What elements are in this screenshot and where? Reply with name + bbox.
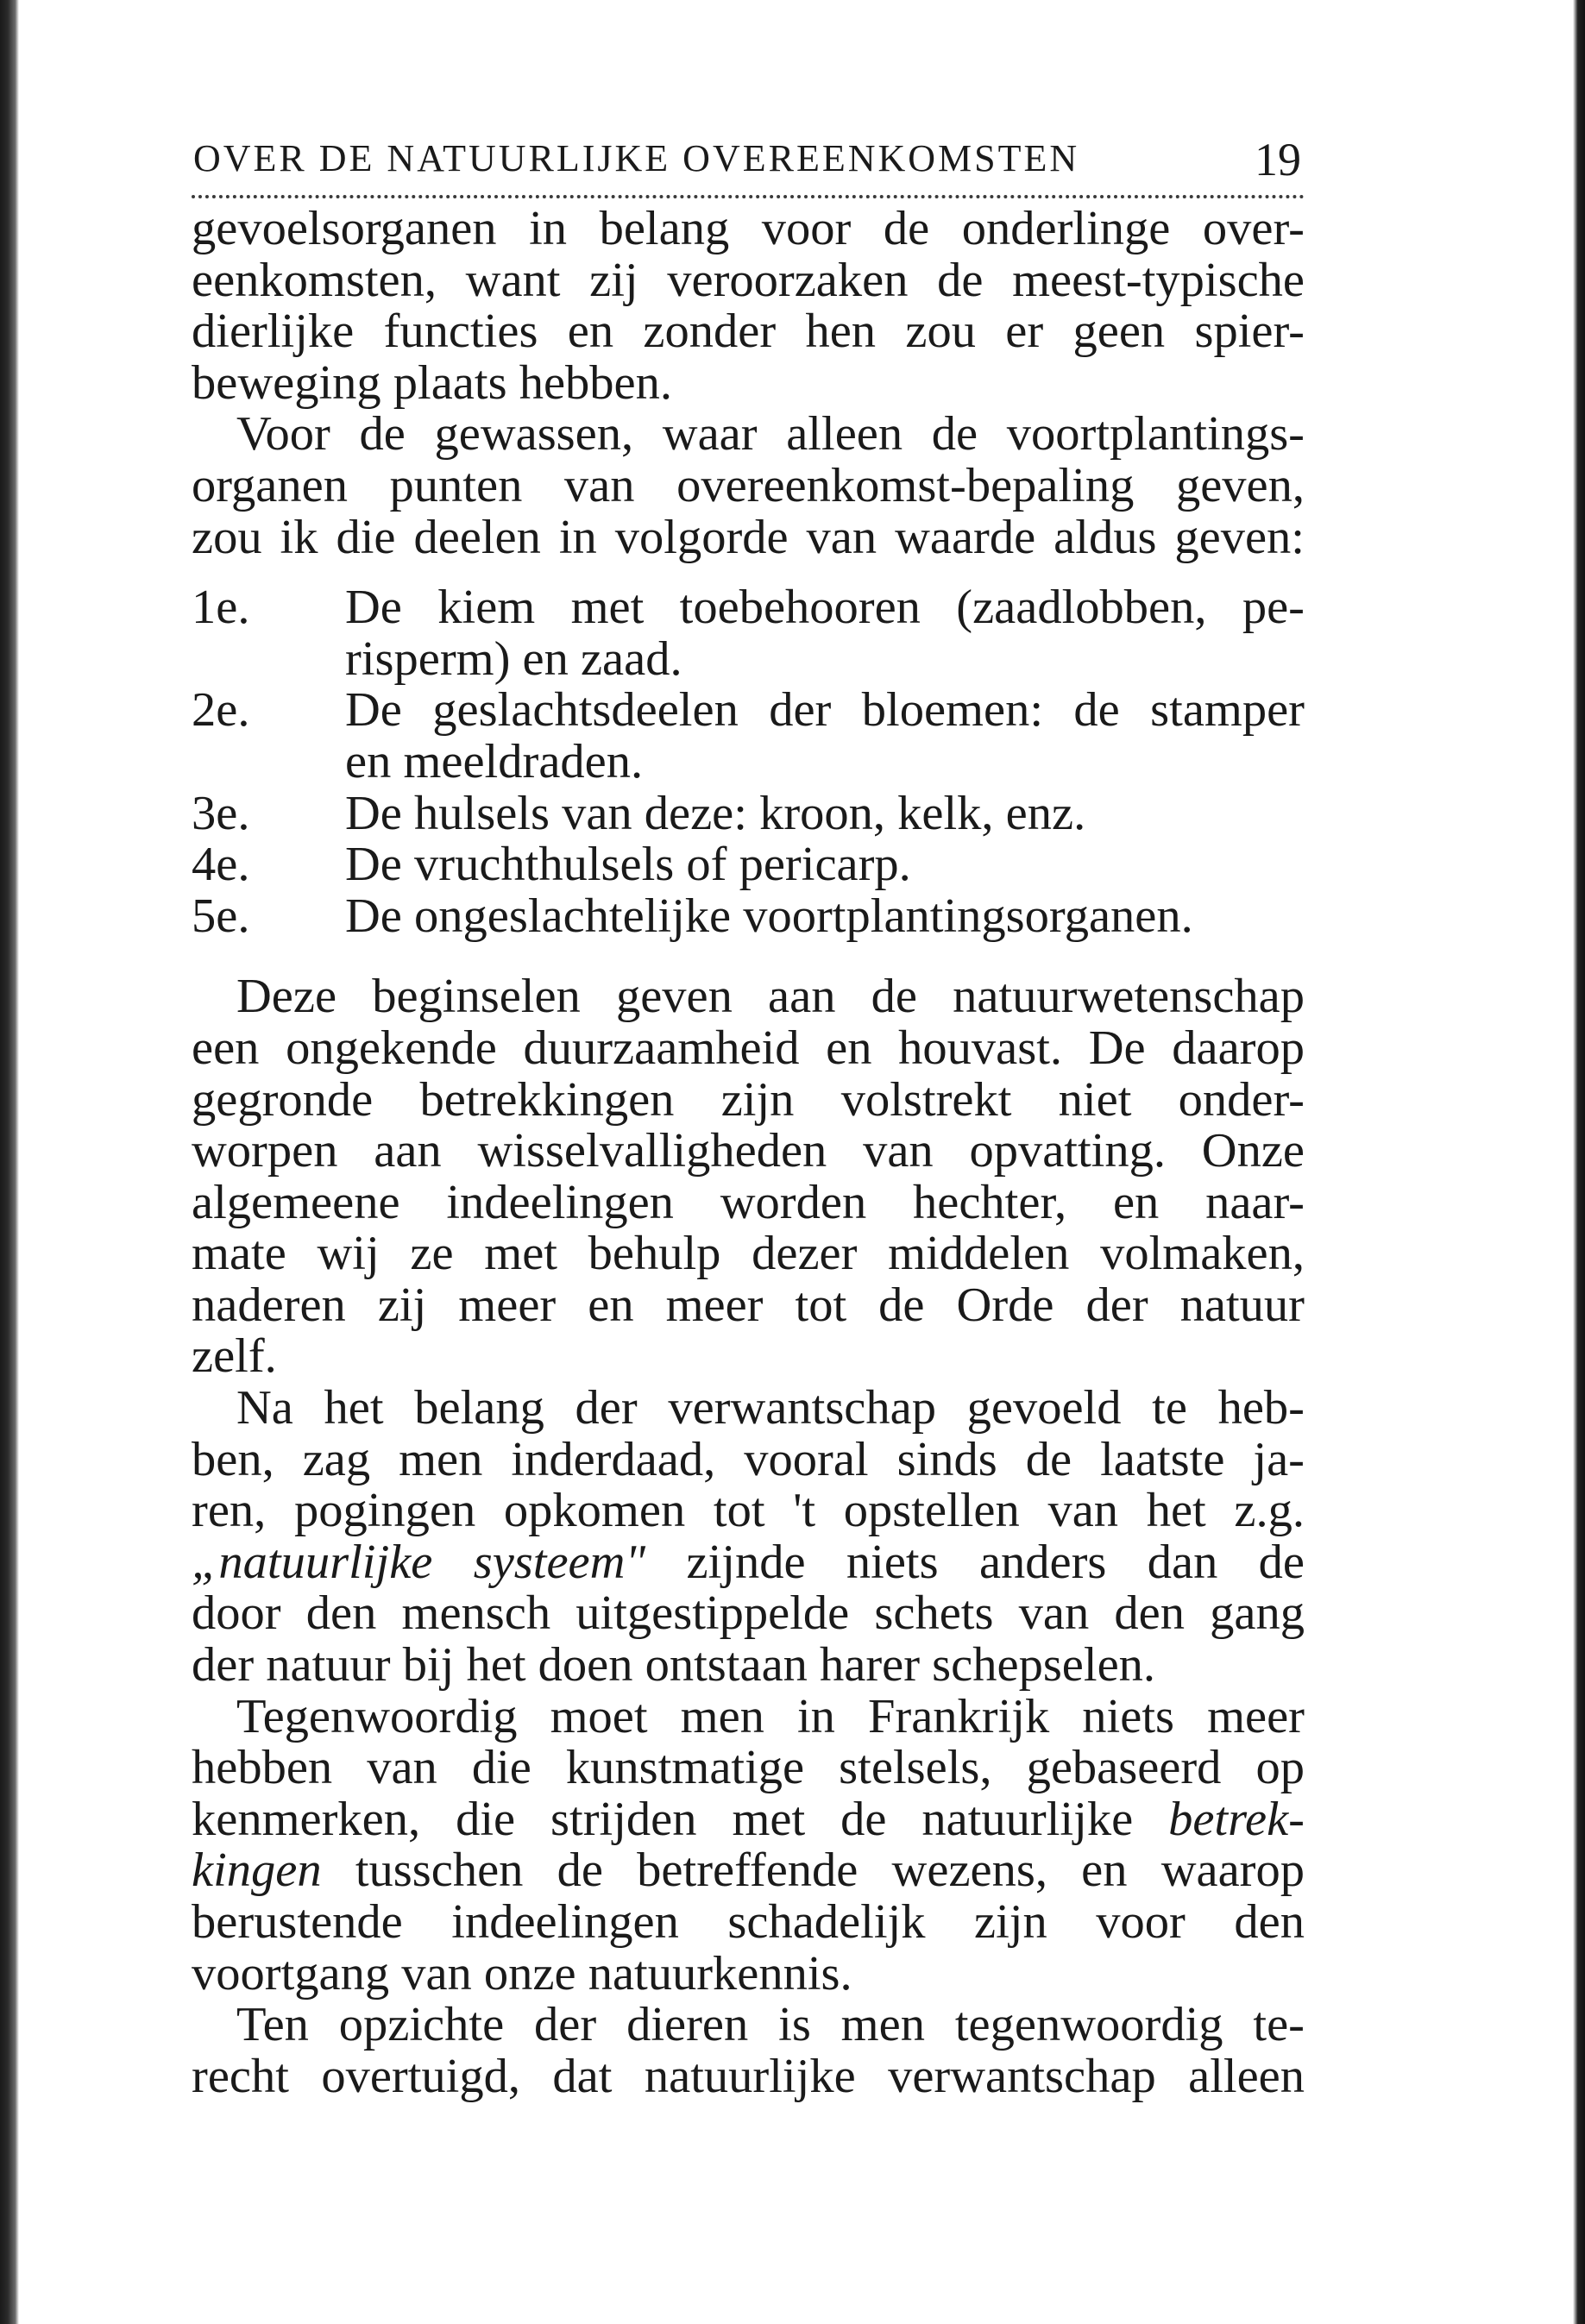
book-page <box>192 129 1305 2102</box>
text-line: Voor de gewassen, waar alleen de voortplantings- <box>236 407 1305 462</box>
text-line: ben, zag men inderdaad, vooral sinds de laatste ja- <box>192 1432 1305 1486</box>
paragraph-3 <box>192 971 1305 1383</box>
text-line: Na het belang der verwantschap gevoeld te heb- <box>236 1381 1305 1435</box>
text-line: zelf. <box>192 1329 277 1384</box>
text-line: De hulsels van deze: kroon, kelk, enz. <box>345 786 1086 840</box>
text-line <box>192 1537 1305 1589</box>
text-line: Tegenwoordig moet men in Frankrijk niets meer <box>236 1689 1305 1743</box>
text-line: recht overtuigd, dat natuurlijke verwantschap alleen <box>192 2049 1305 2103</box>
ranked-list <box>192 582 1305 942</box>
text-line: zou ik die deelen in volgorde van waarde aldus geven: <box>192 510 1305 564</box>
text-line: berustende indeelingen schadelijk zijn voor den <box>192 1895 1305 1949</box>
text-span: tusschen de betreffende wezens, en waarop <box>321 1843 1305 1898</box>
paragraph-4 <box>192 1383 1305 1692</box>
paragraph-1 <box>192 204 1305 409</box>
text-line: De ongeslachtelijke voortplantingsorganen. <box>345 889 1193 943</box>
paragraph-2 <box>192 409 1305 563</box>
list-number: 4e. <box>192 838 250 892</box>
list-number: 3e. <box>192 786 250 840</box>
text-line: De kiem met toebehooren (zaadlobben, pe- <box>345 581 1305 635</box>
scan-edge-right <box>1573 0 1585 2324</box>
text-line: der natuur bij het doen ontstaan harer schepselen. <box>192 1638 1156 1693</box>
italic-term: betrek- <box>1168 1792 1305 1846</box>
list-number: 5e. <box>192 889 250 943</box>
text-line: hebben van die kunstmatige stelsels, gebaseerd op <box>192 1741 1305 1795</box>
list-number: 2e. <box>192 683 250 738</box>
list-item <box>192 839 1305 891</box>
text-line: algemeene indeelingen worden hechter, en naar- <box>192 1175 1305 1229</box>
text-span: kenmerken, die strijden met de natuurlijke <box>192 1792 1169 1846</box>
running-title: OVER DE NATUURLIJKE OVEREENKOMSTEN <box>193 137 1080 179</box>
text-line: Deze beginselen geven aan de natuurwetenschap <box>236 970 1305 1024</box>
text-line: organen punten van overeenkomst-bepaling geven, <box>192 458 1305 512</box>
italic-term: „natuurlijke systeem" <box>192 1535 646 1589</box>
text-line: mate wij ze met behulp dezer middelen volmaken, <box>192 1227 1305 1281</box>
text-line: ren, pogingen opkomen tot 't opstellen van het z.g. <box>192 1484 1305 1538</box>
list-item <box>192 788 1305 840</box>
text-line: worpen aan wisselvalligheden van opvatting. Onze <box>192 1124 1305 1178</box>
text-line: gevoelsorganen in belang voor de onderlinge over- <box>192 202 1305 255</box>
scan-edge-left <box>0 0 19 2324</box>
text-span: zijnde niets anders dan de <box>645 1535 1305 1589</box>
text-line: naderen zij meer en meer tot de Orde der natuur <box>192 1278 1305 1332</box>
text-line: risperm) en zaad. <box>345 631 682 686</box>
text-line: eenkomsten, want zij veroorzaken de meest-typische <box>192 253 1305 307</box>
text-line: een ongekende duurzaamheid en houvast. De daarop <box>192 1021 1305 1075</box>
running-header <box>192 129 1305 198</box>
list-number: 1e. <box>192 581 250 635</box>
paragraph-6 <box>192 2000 1305 2102</box>
text-line: en meeldraden. <box>345 734 644 788</box>
text-line <box>192 1845 1305 1897</box>
list-item <box>192 685 1305 788</box>
text-line: De vruchthulsels of pericarp. <box>345 838 911 892</box>
body-text <box>192 204 1305 2102</box>
page-number: 19 <box>1255 134 1301 185</box>
paragraph-5 <box>192 1689 1305 2001</box>
text-line: door den mensch uitgestippelde schets van den gang <box>192 1586 1305 1641</box>
text-line: gegronde betrekkingen zijn volstrekt niet onder- <box>192 1072 1305 1127</box>
text-line: Ten opzichte der dieren is men tegenwoordig te- <box>236 1998 1305 2052</box>
text-line <box>192 1794 1305 1846</box>
text-line: De geslachtsdeelen der bloemen: de stamper <box>345 683 1305 738</box>
text-line: dierlijke functies en zonder hen zou er geen spier- <box>192 305 1305 359</box>
list-item <box>192 891 1305 943</box>
list-item <box>192 582 1305 685</box>
text-line: voortgang van onze natuurkennis. <box>192 1946 852 2001</box>
text-line: beweging plaats hebben. <box>192 355 672 410</box>
italic-term: kingen <box>192 1843 322 1898</box>
